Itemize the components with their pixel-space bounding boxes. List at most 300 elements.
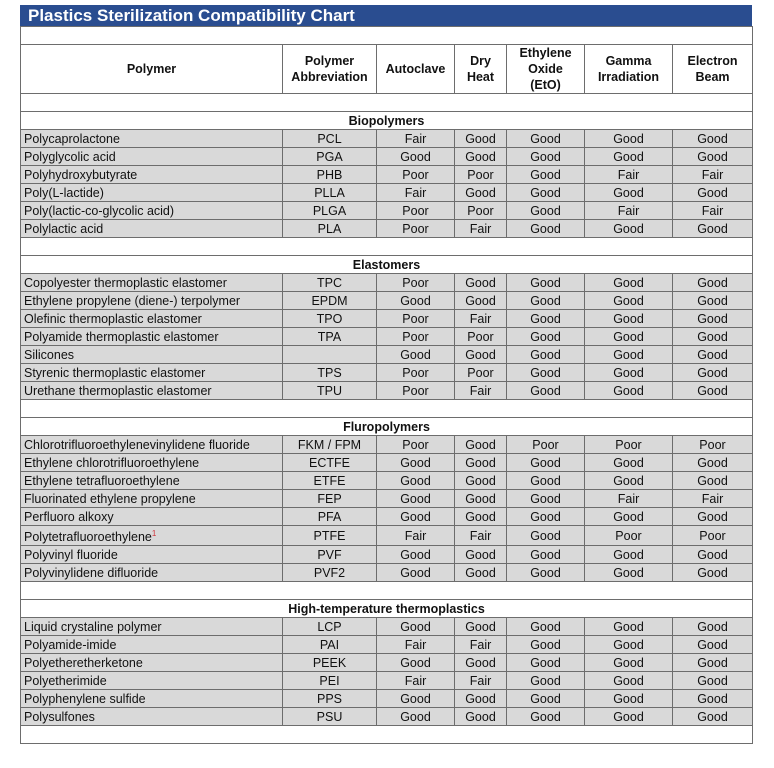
cell-electron-beam-text: Good bbox=[697, 131, 728, 146]
section-title: High-temperature thermoplastics bbox=[21, 600, 753, 618]
cell-electron-beam bbox=[673, 328, 753, 346]
cell-abbreviation bbox=[283, 436, 377, 454]
cell-dry-heat bbox=[455, 130, 507, 148]
cell-electron-beam-text: Fair bbox=[701, 203, 724, 218]
cell-eto-text: Good bbox=[530, 185, 561, 200]
cell-polymer-text: Ethylene propylene (diene-) terpolymer bbox=[24, 293, 241, 308]
cell-polymer bbox=[21, 708, 283, 726]
header-eto bbox=[507, 45, 585, 94]
cell-polymer bbox=[21, 328, 283, 346]
section-title: Fluropolymers bbox=[21, 418, 753, 436]
cell-dry-heat-text: Fair bbox=[469, 673, 492, 688]
cell-eto bbox=[507, 454, 585, 472]
cell-abbreviation-text: PVF2 bbox=[313, 565, 346, 580]
cell-dry-heat-text: Good bbox=[465, 619, 496, 634]
table-row bbox=[21, 310, 753, 328]
header-gamma-line1: Gamma bbox=[605, 54, 652, 68]
cell-abbreviation bbox=[283, 490, 377, 508]
cell-gamma-text: Good bbox=[613, 347, 644, 362]
cell-dry-heat bbox=[455, 310, 507, 328]
table-row bbox=[21, 618, 753, 636]
cell-abbreviation-text: PPS bbox=[316, 691, 342, 706]
cell-eto bbox=[507, 202, 585, 220]
cell-electron-beam bbox=[673, 526, 753, 546]
cell-abbreviation-text: ETFE bbox=[313, 473, 346, 488]
cell-electron-beam bbox=[673, 490, 753, 508]
cell-gamma bbox=[585, 184, 673, 202]
cell-polymer-text: Perfluoro alkoxy bbox=[24, 509, 114, 524]
cell-electron-beam-text: Good bbox=[697, 185, 728, 200]
cell-autoclave bbox=[377, 148, 455, 166]
cell-autoclave bbox=[377, 654, 455, 672]
cell-dry-heat-text: Fair bbox=[469, 221, 492, 236]
cell-polymer bbox=[21, 346, 283, 364]
cell-electron-beam bbox=[673, 130, 753, 148]
cell-eto-text: Good bbox=[530, 455, 561, 470]
cell-gamma bbox=[585, 310, 673, 328]
cell-electron-beam-text: Good bbox=[697, 691, 728, 706]
table-row bbox=[21, 454, 753, 472]
cell-polymer-text: Liquid crystaline polymer bbox=[24, 619, 162, 634]
cell-dry-heat-text: Good bbox=[465, 437, 496, 452]
chart-title: Plastics Sterilization Compatibility Chart bbox=[20, 5, 752, 26]
spacer-row bbox=[21, 400, 753, 418]
cell-polymer-text: Styrenic thermoplastic elastomer bbox=[24, 365, 206, 380]
table-row bbox=[21, 490, 753, 508]
cell-electron-beam bbox=[673, 564, 753, 582]
cell-dry-heat bbox=[455, 690, 507, 708]
cell-autoclave bbox=[377, 472, 455, 490]
cell-abbreviation-text: EPDM bbox=[311, 293, 348, 308]
cell-abbreviation-text: PVF bbox=[317, 547, 342, 562]
cell-autoclave-text: Good bbox=[400, 455, 431, 470]
cell-eto-text: Good bbox=[530, 565, 561, 580]
cell-autoclave-text: Poor bbox=[402, 203, 429, 218]
header-autoclave: Autoclave bbox=[377, 45, 455, 94]
cell-polymer-text: Polyvinyl fluoride bbox=[24, 547, 118, 562]
cell-electron-beam-text: Good bbox=[697, 347, 728, 362]
cell-gamma-text: Fair bbox=[617, 491, 640, 506]
header-electron-beam-line2: Beam bbox=[695, 70, 730, 84]
cell-autoclave bbox=[377, 130, 455, 148]
cell-abbreviation-text: LCP bbox=[317, 619, 342, 634]
cell-polymer-text: Chlorotrifluoroethylenevinylidene fluoride bbox=[24, 437, 250, 452]
cell-gamma-text: Good bbox=[613, 131, 644, 146]
table-row bbox=[21, 708, 753, 726]
cell-abbreviation bbox=[283, 364, 377, 382]
header-eto-line1: Ethylene bbox=[519, 46, 572, 60]
cell-dry-heat-text: Good bbox=[465, 509, 496, 524]
cell-dry-heat bbox=[455, 202, 507, 220]
table-row bbox=[21, 364, 753, 382]
cell-autoclave bbox=[377, 618, 455, 636]
cell-gamma-text: Good bbox=[613, 473, 644, 488]
cell-gamma bbox=[585, 328, 673, 346]
cell-autoclave-text: Good bbox=[400, 655, 431, 670]
cell-abbreviation bbox=[283, 184, 377, 202]
section-title: Biopolymers bbox=[21, 112, 753, 130]
cell-gamma-text: Good bbox=[613, 655, 644, 670]
cell-gamma-text: Good bbox=[613, 709, 644, 724]
cell-dry-heat-text: Good bbox=[465, 185, 496, 200]
cell-abbreviation bbox=[283, 274, 377, 292]
cell-autoclave-text: Fair bbox=[404, 131, 427, 146]
cell-gamma-text: Good bbox=[613, 185, 644, 200]
cell-dry-heat bbox=[455, 220, 507, 238]
header-electron-beam-line1: Electron bbox=[687, 54, 738, 68]
cell-electron-beam bbox=[673, 546, 753, 564]
cell-electron-beam-text: Poor bbox=[699, 437, 726, 452]
cell-electron-beam-text: Good bbox=[697, 311, 728, 326]
cell-electron-beam bbox=[673, 166, 753, 184]
cell-gamma bbox=[585, 274, 673, 292]
cell-gamma bbox=[585, 508, 673, 526]
cell-abbreviation bbox=[283, 636, 377, 654]
cell-autoclave-text: Good bbox=[400, 547, 431, 562]
cell-polymer-text: Polyamide-imide bbox=[24, 637, 117, 652]
cell-autoclave bbox=[377, 526, 455, 546]
table-row bbox=[21, 382, 753, 400]
cell-eto bbox=[507, 346, 585, 364]
cell-polymer bbox=[21, 526, 283, 546]
cell-eto-text: Good bbox=[530, 329, 561, 344]
cell-polymer-text: Polyetheretherketone bbox=[24, 655, 143, 670]
header-eto-line3: (EtO) bbox=[530, 78, 561, 92]
cell-gamma bbox=[585, 672, 673, 690]
table-row bbox=[21, 436, 753, 454]
cell-autoclave-text: Poor bbox=[402, 167, 429, 182]
cell-polymer bbox=[21, 618, 283, 636]
cell-autoclave-text: Good bbox=[400, 691, 431, 706]
spacer-row bbox=[21, 94, 753, 112]
cell-abbreviation-text: TPO bbox=[316, 311, 343, 326]
cell-eto bbox=[507, 130, 585, 148]
spacer-cell bbox=[21, 400, 753, 418]
cell-electron-beam-text: Good bbox=[697, 329, 728, 344]
cell-dry-heat-text: Poor bbox=[467, 203, 494, 218]
cell-autoclave bbox=[377, 436, 455, 454]
cell-autoclave-text: Good bbox=[400, 619, 431, 634]
cell-polymer bbox=[21, 564, 283, 582]
cell-polymer-text: Silicones bbox=[24, 347, 75, 362]
cell-eto-text: Poor bbox=[532, 437, 559, 452]
header-dry-heat-line1: Dry bbox=[470, 54, 491, 68]
cell-abbreviation bbox=[283, 708, 377, 726]
section-header-row bbox=[21, 256, 753, 274]
cell-electron-beam-text: Good bbox=[697, 655, 728, 670]
cell-abbreviation-text: PHB bbox=[316, 167, 343, 182]
cell-polymer bbox=[21, 672, 283, 690]
cell-abbreviation bbox=[283, 292, 377, 310]
header-gamma-line2: Irradiation bbox=[597, 70, 660, 84]
cell-dry-heat-text: Fair bbox=[469, 383, 492, 398]
cell-autoclave bbox=[377, 708, 455, 726]
cell-dry-heat bbox=[455, 292, 507, 310]
cell-electron-beam-text: Poor bbox=[699, 528, 726, 543]
cell-eto bbox=[507, 690, 585, 708]
cell-electron-beam bbox=[673, 346, 753, 364]
cell-autoclave bbox=[377, 546, 455, 564]
cell-eto bbox=[507, 472, 585, 490]
cell-abbreviation bbox=[283, 672, 377, 690]
cell-eto-text: Good bbox=[530, 311, 561, 326]
cell-polymer-text: Polycaprolactone bbox=[24, 131, 120, 146]
cell-dry-heat bbox=[455, 546, 507, 564]
cell-gamma-text: Good bbox=[613, 329, 644, 344]
cell-polymer bbox=[21, 546, 283, 564]
cell-autoclave bbox=[377, 382, 455, 400]
header-abbreviation-line2: Abbreviation bbox=[291, 70, 368, 84]
cell-gamma bbox=[585, 526, 673, 546]
cell-electron-beam-text: Good bbox=[697, 709, 728, 724]
cell-polymer bbox=[21, 292, 283, 310]
cell-gamma bbox=[585, 130, 673, 148]
cell-dry-heat-text: Fair bbox=[469, 311, 492, 326]
table-row bbox=[21, 148, 753, 166]
cell-gamma-text: Fair bbox=[617, 167, 640, 182]
cell-electron-beam-text: Good bbox=[697, 637, 728, 652]
cell-polymer bbox=[21, 508, 283, 526]
cell-eto-text: Good bbox=[530, 131, 561, 146]
cell-eto-text: Good bbox=[530, 547, 561, 562]
cell-eto-text: Good bbox=[530, 203, 561, 218]
cell-polymer bbox=[21, 490, 283, 508]
cell-abbreviation bbox=[283, 508, 377, 526]
cell-eto-text: Good bbox=[530, 383, 561, 398]
cell-electron-beam bbox=[673, 472, 753, 490]
spacer-row bbox=[21, 582, 753, 600]
cell-polymer bbox=[21, 690, 283, 708]
cell-electron-beam-text: Good bbox=[697, 275, 728, 290]
header-electron-beam bbox=[673, 45, 753, 94]
cell-electron-beam-text: Fair bbox=[701, 491, 724, 506]
cell-polymer bbox=[21, 166, 283, 184]
cell-dry-heat bbox=[455, 508, 507, 526]
section-header-row bbox=[21, 112, 753, 130]
cell-dry-heat-text: Good bbox=[465, 455, 496, 470]
cell-abbreviation-text: PTFE bbox=[313, 528, 346, 543]
cell-electron-beam bbox=[673, 184, 753, 202]
cell-autoclave-text: Poor bbox=[402, 275, 429, 290]
spacer-cell bbox=[21, 726, 753, 744]
spacer-cell bbox=[21, 94, 753, 112]
cell-abbreviation-text: FKM / FPM bbox=[297, 437, 362, 452]
cell-gamma-text: Good bbox=[613, 275, 644, 290]
cell-polymer-text: Polyamide thermoplastic elastomer bbox=[24, 329, 219, 344]
cell-gamma-text: Good bbox=[613, 565, 644, 580]
cell-dry-heat bbox=[455, 526, 507, 546]
cell-abbreviation bbox=[283, 690, 377, 708]
cell-polymer-text: Polysulfones bbox=[24, 709, 95, 724]
cell-polymer bbox=[21, 130, 283, 148]
cell-eto bbox=[507, 310, 585, 328]
cell-abbreviation-text: PLLA bbox=[314, 185, 345, 200]
cell-eto-text: Good bbox=[530, 473, 561, 488]
cell-dry-heat bbox=[455, 472, 507, 490]
cell-dry-heat bbox=[455, 708, 507, 726]
cell-polymer bbox=[21, 364, 283, 382]
table-body bbox=[21, 94, 753, 744]
table-row bbox=[21, 564, 753, 582]
header-abbreviation bbox=[283, 45, 377, 94]
cell-dry-heat-text: Fair bbox=[469, 528, 492, 543]
cell-dry-heat bbox=[455, 166, 507, 184]
cell-electron-beam bbox=[673, 454, 753, 472]
cell-eto bbox=[507, 382, 585, 400]
cell-electron-beam-text: Good bbox=[697, 383, 728, 398]
cell-polymer bbox=[21, 436, 283, 454]
cell-dry-heat bbox=[455, 654, 507, 672]
cell-dry-heat-text: Good bbox=[465, 473, 496, 488]
cell-abbreviation-text: PSU bbox=[316, 709, 343, 724]
cell-gamma-text: Fair bbox=[617, 203, 640, 218]
cell-polymer-text: Olefinic thermoplastic elastomer bbox=[24, 311, 202, 326]
cell-dry-heat bbox=[455, 564, 507, 582]
cell-eto bbox=[507, 564, 585, 582]
cell-eto bbox=[507, 166, 585, 184]
top-spacer-row bbox=[21, 27, 753, 45]
cell-polymer bbox=[21, 220, 283, 238]
cell-dry-heat-text: Good bbox=[465, 347, 496, 362]
cell-eto bbox=[507, 672, 585, 690]
cell-abbreviation bbox=[283, 382, 377, 400]
cell-abbreviation bbox=[283, 148, 377, 166]
cell-gamma bbox=[585, 436, 673, 454]
cell-autoclave bbox=[377, 564, 455, 582]
cell-eto bbox=[507, 328, 585, 346]
cell-autoclave-text: Poor bbox=[402, 365, 429, 380]
header-dry-heat-line2: Heat bbox=[466, 70, 495, 84]
cell-autoclave bbox=[377, 292, 455, 310]
cell-eto bbox=[507, 220, 585, 238]
table-row bbox=[21, 508, 753, 526]
table-row bbox=[21, 328, 753, 346]
cell-abbreviation-text: PLGA bbox=[312, 203, 347, 218]
cell-gamma bbox=[585, 202, 673, 220]
cell-gamma bbox=[585, 346, 673, 364]
cell-autoclave-text: Good bbox=[400, 149, 431, 164]
cell-abbreviation-text: TPC bbox=[317, 275, 342, 290]
cell-polymer-text: Polyhydroxybutyrate bbox=[24, 167, 138, 182]
table-row bbox=[21, 166, 753, 184]
cell-abbreviation-text: PEEK bbox=[312, 655, 347, 670]
cell-electron-beam bbox=[673, 654, 753, 672]
cell-gamma-text: Poor bbox=[615, 528, 642, 543]
cell-dry-heat-text: Fair bbox=[469, 637, 492, 652]
cell-dry-heat-text: Poor bbox=[467, 329, 494, 344]
cell-electron-beam bbox=[673, 690, 753, 708]
cell-dry-heat-text: Good bbox=[465, 491, 496, 506]
cell-autoclave bbox=[377, 636, 455, 654]
cell-electron-beam bbox=[673, 436, 753, 454]
cell-abbreviation-text: PFA bbox=[317, 509, 342, 524]
cell-autoclave-text: Good bbox=[400, 293, 431, 308]
cell-polymer-text: Polyphenylene sulfide bbox=[24, 691, 146, 706]
cell-eto-text: Good bbox=[530, 149, 561, 164]
spacer-cell bbox=[21, 582, 753, 600]
cell-autoclave-text: Fair bbox=[404, 528, 427, 543]
cell-abbreviation bbox=[283, 346, 377, 364]
cell-gamma bbox=[585, 618, 673, 636]
cell-autoclave bbox=[377, 274, 455, 292]
cell-gamma-text: Poor bbox=[615, 437, 642, 452]
cell-dry-heat-text: Good bbox=[465, 547, 496, 562]
cell-dry-heat bbox=[455, 328, 507, 346]
cell-eto bbox=[507, 618, 585, 636]
cell-abbreviation bbox=[283, 564, 377, 582]
cell-autoclave bbox=[377, 184, 455, 202]
cell-abbreviation-text: PEI bbox=[319, 673, 340, 688]
cell-gamma bbox=[585, 708, 673, 726]
cell-autoclave bbox=[377, 508, 455, 526]
cell-abbreviation bbox=[283, 472, 377, 490]
section-header-row bbox=[21, 418, 753, 436]
cell-gamma-text: Good bbox=[613, 637, 644, 652]
table-row bbox=[21, 202, 753, 220]
cell-electron-beam-text: Good bbox=[697, 619, 728, 634]
cell-abbreviation bbox=[283, 618, 377, 636]
cell-gamma bbox=[585, 148, 673, 166]
cell-dry-heat-text: Good bbox=[465, 565, 496, 580]
cell-autoclave bbox=[377, 364, 455, 382]
cell-polymer bbox=[21, 148, 283, 166]
cell-abbreviation bbox=[283, 546, 377, 564]
cell-autoclave bbox=[377, 328, 455, 346]
cell-polymer bbox=[21, 310, 283, 328]
cell-autoclave-text: Fair bbox=[404, 637, 427, 652]
cell-electron-beam bbox=[673, 672, 753, 690]
cell-gamma bbox=[585, 382, 673, 400]
cell-autoclave-text: Good bbox=[400, 565, 431, 580]
cell-abbreviation-text: PAI bbox=[319, 637, 340, 652]
cell-gamma bbox=[585, 546, 673, 564]
cell-eto-text: Good bbox=[530, 275, 561, 290]
cell-polymer-text: Urethane thermoplastic elastomer bbox=[24, 383, 212, 398]
cell-gamma bbox=[585, 654, 673, 672]
cell-abbreviation-text: ECTFE bbox=[309, 455, 350, 470]
cell-autoclave bbox=[377, 690, 455, 708]
cell-polymer-text: Polyvinylidene difluoride bbox=[24, 565, 159, 580]
cell-electron-beam bbox=[673, 636, 753, 654]
header-abbreviation-line1: Polymer bbox=[304, 54, 355, 68]
cell-autoclave bbox=[377, 454, 455, 472]
cell-dry-heat bbox=[455, 436, 507, 454]
table-row bbox=[21, 130, 753, 148]
cell-eto-text: Good bbox=[530, 691, 561, 706]
cell-eto-text: Good bbox=[530, 347, 561, 362]
cell-eto bbox=[507, 148, 585, 166]
header-dry-heat bbox=[455, 45, 507, 94]
cell-autoclave bbox=[377, 202, 455, 220]
cell-eto-text: Good bbox=[530, 167, 561, 182]
cell-electron-beam-text: Good bbox=[697, 149, 728, 164]
cell-gamma-text: Good bbox=[613, 311, 644, 326]
table-row bbox=[21, 526, 753, 546]
cell-electron-beam-text: Good bbox=[697, 455, 728, 470]
cell-abbreviation-text: PGA bbox=[316, 149, 343, 164]
cell-dry-heat-text: Good bbox=[465, 709, 496, 724]
cell-autoclave bbox=[377, 490, 455, 508]
cell-abbreviation bbox=[283, 166, 377, 184]
cell-gamma-text: Good bbox=[613, 149, 644, 164]
cell-abbreviation bbox=[283, 454, 377, 472]
cell-eto bbox=[507, 546, 585, 564]
table-row bbox=[21, 546, 753, 564]
cell-eto bbox=[507, 436, 585, 454]
cell-abbreviation bbox=[283, 202, 377, 220]
cell-polymer-text: Ethylene tetrafluoroethylene bbox=[24, 473, 180, 488]
cell-gamma-text: Good bbox=[613, 619, 644, 634]
